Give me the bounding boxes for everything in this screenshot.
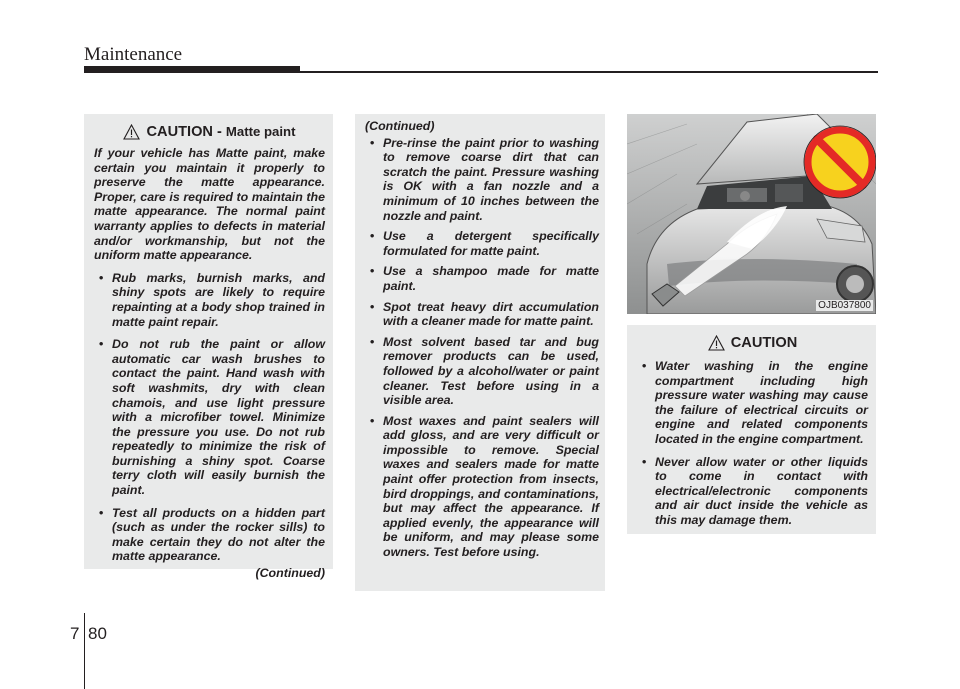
no-symbol-icon (804, 126, 876, 198)
list-item: • Pre-rinse the paint prior to washing to remove coarse dirt that can scratch the paint. Pressure washing is OK with a fan nozzle and a minimum of 10 inches between the nozzle and paint. (365, 136, 599, 224)
list-item: • Most solvent based tar and bug remover products can be used, followed by a alcohol/water or paint cleaner. Test before using in a visible area. (365, 335, 599, 408)
list-item: • Spot treat heavy dirt accumulation with a cleaner made for matte paint. (365, 300, 599, 329)
image-code: OJB037800 (818, 300, 871, 311)
illustration-graphic (627, 114, 876, 314)
header-rule-thick (84, 66, 300, 73)
continued-label: (Continued) (365, 119, 435, 133)
list-item: • Use a detergent specifically formulated for matte paint. (365, 229, 599, 258)
caution-bullet-list (637, 359, 868, 528)
caution-label: CAUTION - (146, 123, 222, 140)
header-rule-thin (300, 71, 878, 73)
engine-wash-illustration (627, 114, 876, 314)
list-item: • Never allow water or other liquids to come in contact with electrical/electronic components and air duct inside the vehicle as this may damage them. (637, 455, 868, 528)
caution-subtitle: Matte paint (225, 123, 296, 139)
chapter-number: 7 (70, 624, 80, 643)
continued-label: (Continued) (255, 566, 325, 581)
caution-label: CAUTION (730, 334, 798, 351)
list-item: • Test all products on a hidden part (such as under the rocker sills) to make certain they do not alter the matte appearance. (94, 506, 325, 564)
caution-intro: If your vehicle has Matte paint, make certain you maintain it properly to preserve the matte appearance. Proper, care is required to maintain the matte appearance. The normal paint warranty applies to defects in material and/or workmanship, but not the uniform matte appearance. (94, 146, 325, 263)
list-item: • Use a shampoo made for matte paint. (365, 264, 599, 293)
warning-triangle-icon (123, 124, 140, 140)
section-title: Maintenance (84, 44, 183, 65)
page-number-divider (84, 613, 85, 689)
caution-heading (94, 124, 325, 140)
caution-matte-paint-continued-box (355, 114, 605, 591)
list-item: • Rub marks, burnish marks, and shiny spots are likely to require repainting at a body shop trained in matte paint repair. (94, 271, 325, 329)
caution-engine-wash-box (627, 325, 876, 534)
caution-matte-paint-box (84, 114, 333, 581)
caution-heading (637, 335, 868, 351)
warning-triangle-icon (708, 335, 725, 351)
page-number: 80 (88, 624, 107, 643)
list-item: • Most waxes and paint sealers will add gloss, and are very difficult or impossible to remove. Special waxes and sealers made for matte paint offer protection from insects, bird droppings, and contaminations, but may affect the appearance. If applied evenly, the appearance will be uniform, and may please some owners. Test before using. (365, 414, 599, 560)
caution-bullet-list (94, 271, 325, 564)
caution-bullet-list (365, 136, 599, 560)
list-item: • Do not rub the paint or allow automatic car wash brushes to contact the paint. Hand wash with soft washmits, dry with clean chamois, and use light pressure with a microfiber towel. Minimize the pressure you use. Do not rub repeatedly to minimize the risk of burnishing a shiny spot. Coarse terry cloth will easily burnish the paint. (94, 337, 325, 498)
list-item: • Water washing in the engine compartment including high pressure water washing may cause the failure of electrical circuits or engine and related components located in the engine compartment. (637, 359, 868, 447)
